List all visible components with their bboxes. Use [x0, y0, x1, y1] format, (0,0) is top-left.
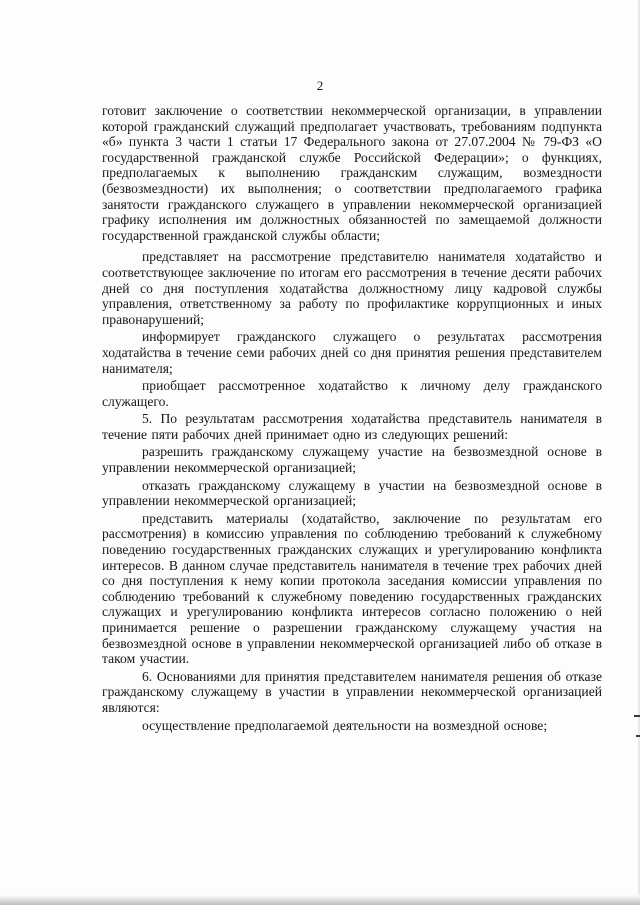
document-body [102, 103, 602, 735]
paragraph-section-5: 5. По результатам рассмотрения ходатайства представитель нанимателя в течение пяти рабочих дней принимает одно из следующих решений: [102, 411, 602, 442]
paragraph-paid-activity: осуществление предполагаемой деятельности на возмездной основе; [142, 717, 548, 733]
scan-artifact-mark [634, 715, 640, 717]
scan-artifact-mark [636, 735, 640, 737]
paragraph-attaches-petition: приобщает рассмотренное ходатайство к личному делу гражданского служащего. [102, 378, 602, 409]
page-number: 2 [316, 78, 324, 93]
paragraph-decision-commission: представить материалы (ходатайство, заключение по результатам его рассмотрения) в комиссию управления по соблюдению требований к служебному поведению государственных гражданских служащих и урегулированию конфликта интересов. В данном случае представитель нанимателя в течение трех рабочих дней со дня поступления к нему копии протокола заседания комиссии управления по соблюдению требований к служебному поведению государственных гражданских служащих и урегулированию конфликта интересов согласно положению о ней принимается решение о разрешении гражданскому служащему участия на безвозмездной основе в управлении некоммерческой организацией либо об отказе в таком участии. [102, 510, 602, 667]
paragraph-section-6: 6. Основаниями для принятия представителем нанимателя решения об отказе гражданскому служащему в участии в управлении некоммерческой организацией являются: [102, 668, 602, 715]
scan-bottom-shadow [0, 895, 640, 905]
paragraph-decision-allow: разрешить гражданскому служащему участие на безвозмездной основе в управлении некоммерческой организацией; [102, 444, 602, 476]
paragraph-decision-refuse: отказать гражданскому служащему в участии на безвозмездной основе в управлении некоммерческой организацией; [102, 477, 602, 509]
paragraph-submits-petition: представляет на рассмотрение представителю нанимателя ходатайство и соответствующее заключение по итогам его рассмотрения в течение десяти рабочих дней со дня поступления ходатайства должностному лицу кадровой службы управления, ответственному за работу по профилактике коррупционных и иных правонарушений; [102, 249, 602, 327]
paragraph-informs-servant: информирует гражданского служащего о результатах рассмотрения ходатайства в течение семи рабочих дней со дня принятия решения представителем нанимателя; [102, 329, 602, 376]
paragraph-conclusion: готовит заключение о соответствии некоммерческой организации, в управлении которой гражданский служащий предполагает участвовать, требованиям подпункта «б» пункта 3 части 1 статьи 17 Федерального закона от 27.07.2004 № 79-ФЗ «О государственной гражданской службе Российской Федерации»; о функциях, предполагаемых к выполнению гражданским служащим, возмездности (безвозмездности) их выполнения; о соответствии предполагаемого графика занятости гражданского служащего в управлении некоммерческой организацией графику исполнения им должностных обязанностей по замещаемой должности государственной гражданской службы области; [102, 103, 602, 243]
